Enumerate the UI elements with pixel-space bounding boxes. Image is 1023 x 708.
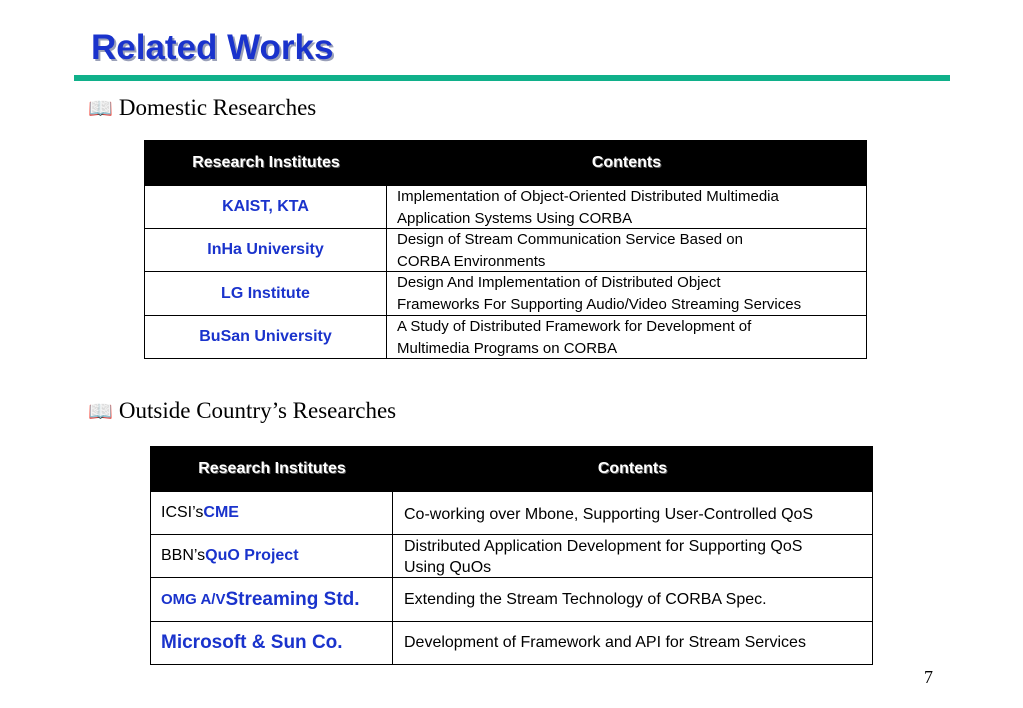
outside-contents-3 bbox=[392, 577, 873, 622]
domestic-contents-2 bbox=[386, 228, 867, 272]
domestic-institute-2: InHa University bbox=[144, 228, 387, 272]
outside-contents-4 bbox=[392, 621, 873, 665]
outside-institute-2-prefix: BBN’s bbox=[161, 547, 206, 564]
outside-contents-2-line2: Using QuOs bbox=[404, 559, 492, 576]
section-heading-domestic bbox=[88, 95, 316, 121]
domestic-institute-4: BuSan University bbox=[144, 315, 387, 359]
outside-institute-2-name: QuO Project bbox=[205, 547, 299, 564]
outside-contents-2-line1: Distributed Application Development for Supporting QoS bbox=[404, 538, 803, 555]
domestic-contents-4 bbox=[386, 315, 867, 359]
outside-institute-2 bbox=[150, 534, 393, 578]
open-book-icon: 📖 bbox=[88, 98, 113, 120]
open-book-icon: 📖 bbox=[88, 401, 113, 423]
outside-institute-4 bbox=[150, 621, 393, 665]
domestic-contents-3-line1: Design And Implementation of Distributed Object bbox=[397, 274, 721, 291]
outside-institute-1-prefix: ICSI’s bbox=[161, 504, 204, 521]
domestic-header-institutes: Research Institutes bbox=[144, 140, 388, 186]
domestic-institute-1: KAIST, KTA bbox=[144, 185, 387, 229]
domestic-contents-1-line2: Application Systems Using CORBA bbox=[397, 210, 633, 227]
page-number: 7 bbox=[924, 667, 933, 687]
outside-header-contents: Contents bbox=[392, 446, 873, 492]
outside-header-institutes: Research Institutes bbox=[150, 446, 394, 492]
outside-contents-3-line1: Extending the Stream Technology of CORBA Spec. bbox=[404, 591, 767, 608]
outside-contents-1 bbox=[392, 491, 873, 535]
domestic-contents-2-line2: CORBA Environments bbox=[397, 253, 546, 270]
title-divider bbox=[74, 75, 950, 81]
outside-institute-3-name: Streaming Std. bbox=[225, 588, 360, 610]
outside-contents-1-line1: Co-working over Mbone, Supporting User-Controlled QoS bbox=[404, 506, 814, 523]
outside-institute-1 bbox=[150, 491, 393, 535]
domestic-contents-4-line2: Multimedia Programs on CORBA bbox=[397, 340, 618, 357]
domestic-contents-3 bbox=[386, 271, 867, 316]
outside-institute-4-name: Microsoft & Sun Co. bbox=[161, 632, 343, 653]
section-heading-domestic-label: Domestic Researches bbox=[118, 95, 317, 120]
section-heading-outside-label: Outside Country’s Researches bbox=[118, 398, 397, 423]
outside-contents-4-line1: Development of Framework and API for Stream Services bbox=[404, 634, 806, 651]
page-title: Related Works bbox=[91, 28, 334, 67]
domestic-header-contents: Contents bbox=[386, 140, 867, 186]
domestic-contents-3-line2: Frameworks For Supporting Audio/Video Streaming Services bbox=[397, 296, 802, 313]
outside-contents-2 bbox=[392, 534, 873, 578]
domestic-contents-1 bbox=[386, 185, 867, 229]
domestic-contents-4-line1: A Study of Distributed Framework for Development of bbox=[397, 318, 752, 335]
outside-institute-1-name: CME bbox=[203, 504, 239, 521]
outside-institute-3 bbox=[150, 577, 393, 622]
domestic-contents-1-line1: Implementation of Object-Oriented Distributed Multimedia bbox=[397, 188, 779, 205]
domestic-contents-2-line1: Design of Stream Communication Service Based on bbox=[397, 231, 743, 248]
domestic-institute-3: LG Institute bbox=[144, 271, 387, 316]
outside-institute-3-prefix: OMG A/V bbox=[161, 591, 226, 608]
section-heading-outside bbox=[88, 398, 396, 424]
